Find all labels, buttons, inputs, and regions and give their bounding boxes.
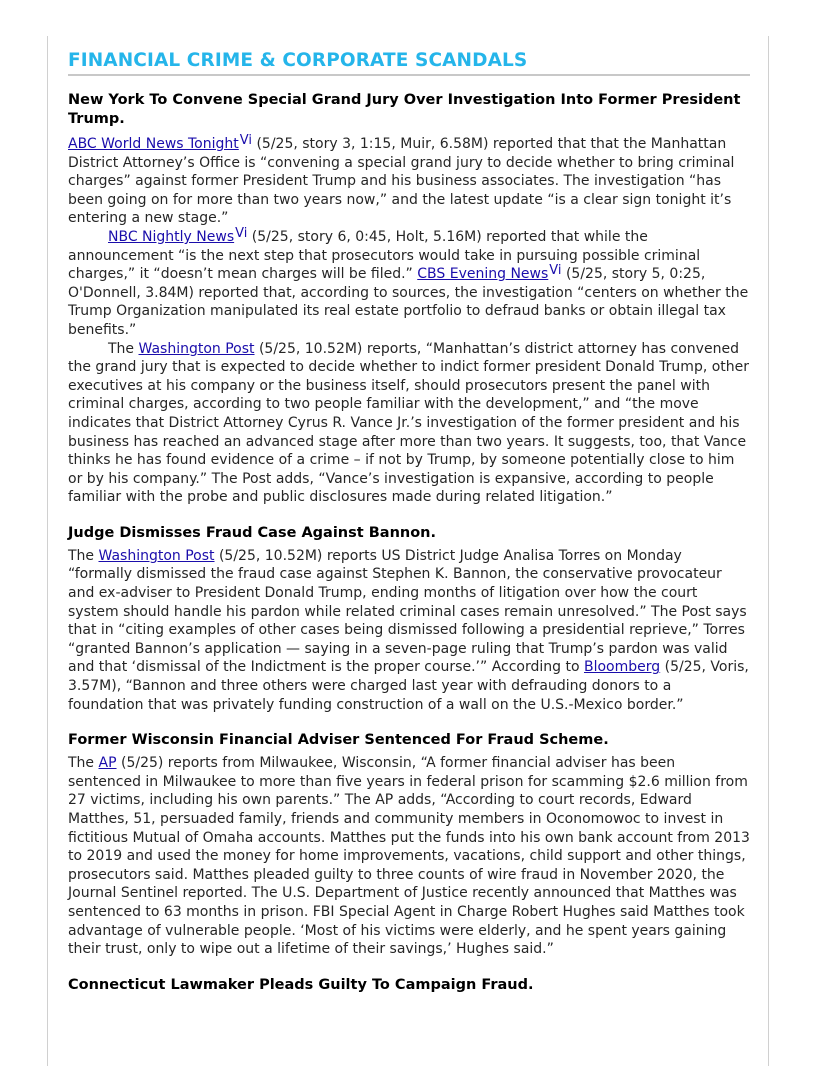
paragraph-text: (5/25, story 5, 0:25, O'Donnell, 3.84M) reported that, according to sources, the investigation “centers on whether the Trump Organization manipulated its real estate portfolio to defraud banks or obtain illegal tax benefits.” [68,266,749,338]
paragraph-text: The [108,340,139,357]
article-paragraph [68,754,750,959]
article-headline: Judge Dismisses Fraud Case Against Bannon. [68,524,437,541]
paragraph-text: The [68,755,99,772]
article-paragraph [68,547,750,714]
paragraph-text: (5/25, 10.52M) reports, “Manhattan’s district attorney has convened the grand jury that is expected to decide whether to indict former president Donald Trump, other executives at his company or the business itself, should prosecutors present the panel with criminal charges, according to two people familiar with the development,” and “the move indicates that District Attorney Cyrus R. Vance Jr.’s investigation of the former president and his business has reached an advanced stage after more than two years. It suggests, too, that Vance thinks he has found evidence of a crime – if not by Trump, by someone potentially close to him or by his company.” The Post adds, “Vance’s investigation is expansive, according to people familiar with the probe and public disclosures made during related litigation.” [68,340,750,506]
article-wisconsin-adviser [68,731,750,959]
abc-world-news-link[interactable]: ABC World News Tonight [68,136,239,152]
paragraph-text: (5/25, Voris, 3.57M), “Bannon and three others were charged last year with defrauding donors to a foundation that was privately funding construction of a wall on the U.S.-Mexico border.” [68,659,749,713]
article-headline: Connecticut Lawmaker Pleads Guilty To Campaign Fraud. [68,976,534,993]
washington-post-link[interactable]: Washington Post [98,547,215,564]
cbs-evening-news-link[interactable]: CBS Evening News [417,266,549,283]
article-trump-grand-jury [68,91,750,507]
video-icon[interactable]: Vi [235,225,248,241]
paragraph-text: (5/25, story 3, 1:15, Muir, 6.58M) reported that that the Manhattan District Attorney’s Office is “convening a special grand jury to decide whether to bring criminal charges” against former President Trump and his business associates. The investigation “has been going on for more than two years now,” and the latest update “is a clear sign tonight it’s entering a new stage.” [68,136,735,227]
ap-link[interactable]: AP [98,755,117,772]
article-paragraph [68,225,750,340]
video-icon[interactable]: Vi [239,133,252,148]
paragraph-text: (5/25, story 6, 0:45, Holt, 5.16M) reported that while the announcement “is the next step that prosecutors would take in pursuing possible criminal charges,” it “doesn’t mean charges will be filed.” [68,228,701,283]
paragraph-text: (5/25) reports from Milwaukee, Wisconsin, “A former financial adviser has been sentenced in Milwaukee to more than five years in federal prison for scamming $2.6 million from 27 victims, including his own parents.” The AP adds, “According to court records, Edward Matthes, 51, persuaded family, friends and community members in Oconomowoc to invest in fictitious Mutual of Omaha accounts. Matthes put the funds into his own bank account from 2013 to 2019 and used the money for home improvements, vacations, child support and other things, prosecutors said. Matthes pleaded guilty to three counts of wire fraud in November 2020, the Journal Sentinel reported. The U.S. Department of Justice recently announced that Matthes was sentenced to 63 months in prison. FBI Special Agent in Charge Robert Hughes said Matthes took advantage of vulnerable people. ‘Most of his victims were elderly, and he spent years gaining their trust, only to wipe out a lifetime of their savings,’ Hughes said.” [68,755,750,958]
article-paragraph [68,340,750,507]
article-headline: Former Wisconsin Financial Adviser Sentenced For Fraud Scheme. [68,732,609,749]
nbc-nightly-news-link[interactable]: NBC Nightly News [108,228,235,245]
washington-post-link[interactable]: Washington Post [138,340,255,357]
bloomberg-link[interactable]: Bloomberg [583,659,661,676]
article-connecticut-lawmaker [68,976,750,995]
paragraph-text: The [68,547,99,564]
newsletter-content [68,49,750,995]
article-paragraph [68,135,750,228]
paragraph-text: (5/25, 10.52M) reports US District Judge Analisa Torres on Monday “formally dismissed the fraud case against Stephen K. Bannon, the conservative provocateur and ex-adviser to President Donald Trump, ending months of litigation over how the court system should handle his pardon while related criminal cases remain unresolved.” The Post says that in “citing examples of other cases being dismissed following a presidential reprieve,” Torres “granted Bannon’s application — saying in a seven-page ruling that Trump’s pardon was valid and that ‘dismissal of the Indictment is the proper course.’” According to [68,547,747,676]
article-headline: New York To Convene Special Grand Jury Over Investigation Into Former President Trump. [68,92,741,127]
section-title: FINANCIAL CRIME & CORPORATE SCANDALS [68,49,750,76]
article-bannon-dismissal [68,524,750,714]
video-icon[interactable]: Vi [549,263,562,279]
